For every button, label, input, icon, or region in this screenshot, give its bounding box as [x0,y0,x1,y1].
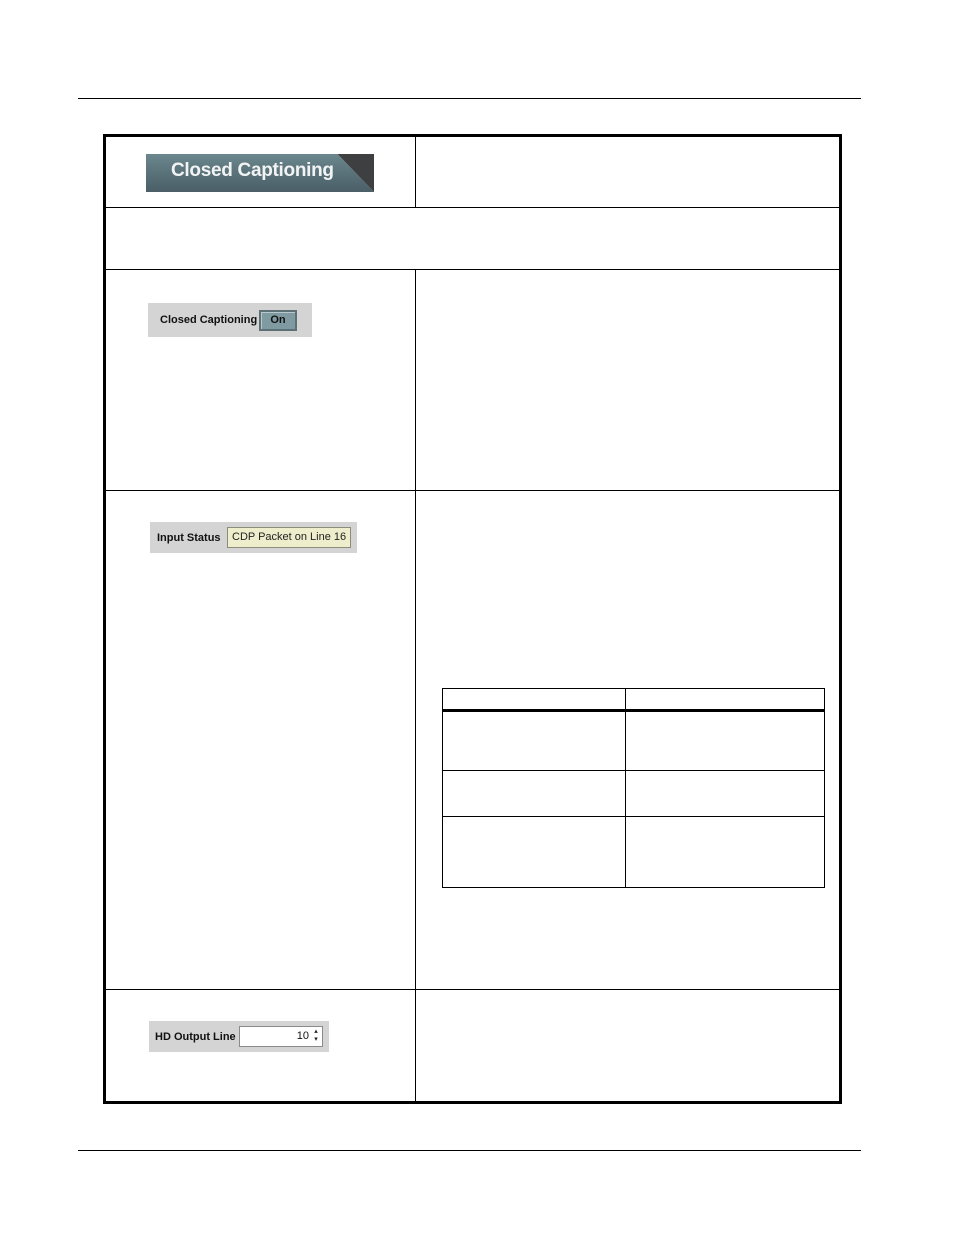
intro-cell [106,208,839,269]
hd-output-line-control [149,1021,329,1052]
status-table-cell [443,711,626,771]
status-table-header [443,689,825,711]
status-table-cell [443,817,626,888]
spinner [311,1028,321,1045]
status-table-cell [626,817,825,888]
closed-captioning-label: Closed Captioning [160,314,258,326]
status-table-header-cell [626,689,825,711]
closed-captioning-toggle[interactable]: On [259,310,297,331]
status-table [442,688,825,888]
description-cell [416,990,839,1104]
closed-captioning-tab-banner [146,154,374,192]
input-status-field: CDP Packet on Line 16 [227,527,351,548]
table-header-row [106,137,839,208]
table-row [106,491,839,990]
hd-output-line-value: 10 [296,1030,309,1042]
status-table-row [443,771,825,817]
closed-captioning-control [148,303,312,337]
description-cell [416,491,839,989]
intro-row [106,208,839,270]
footer-rule [78,1150,861,1151]
control-cell [106,491,416,989]
control-cell [106,270,416,490]
header-rule [78,98,861,99]
header-description-cell [416,137,839,207]
hd-output-line-input[interactable] [239,1026,323,1047]
input-status-label: Input Status [157,532,221,544]
banner-cell [106,137,416,207]
parameter-table [103,134,842,1104]
hd-output-line-label: HD Output Line [155,1031,236,1043]
input-status-control [150,522,357,553]
status-table-row [443,711,825,771]
status-table-cell [626,771,825,817]
spinner-down-icon[interactable]: ▾ [314,1036,318,1043]
description-cell [416,270,839,490]
status-table-row [443,817,825,888]
table-row [106,270,839,491]
spinner-up-icon[interactable]: ▴ [314,1028,318,1035]
table-row [106,990,839,1104]
banner-title: Closed Captioning [171,160,334,181]
status-table-cell [443,771,626,817]
status-table-header-cell [443,689,626,711]
control-cell [106,990,416,1104]
status-table-cell [626,711,825,771]
